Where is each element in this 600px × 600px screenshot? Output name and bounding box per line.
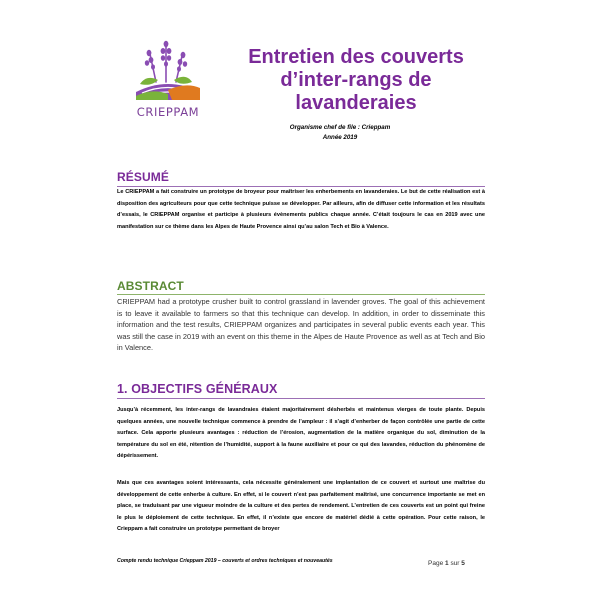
page-current: 1 xyxy=(445,560,449,567)
page-label: Page xyxy=(428,560,444,567)
title-line-1: Entretien des couverts xyxy=(248,46,464,68)
organisation-block xyxy=(250,123,430,143)
heading-divider xyxy=(117,294,485,295)
heading-divider xyxy=(117,398,485,399)
page-sep: sur xyxy=(450,560,460,567)
page-total: 5 xyxy=(461,560,465,567)
title-line-2: d’inter-rangs de lavanderaies xyxy=(280,69,432,114)
lavender-field-icon xyxy=(128,36,208,106)
document-title xyxy=(226,46,486,115)
page-number xyxy=(428,560,465,567)
heading-resume: RÉSUMÉ xyxy=(117,170,169,184)
heading-objectifs: 1. OBJECTIFS GÉNÉRAUX xyxy=(117,382,278,396)
resume-paragraph: Le CRIEPPAM a fait construire un prototype de broyeur pour maîtriser les enherbements en lavanderaies. Le but de cette réalisation est à disposition des agriculteurs pour que cette technique puisse se développer. Par ailleurs, afin de diffuser cette information et les résultats d’essais, le CRIEPPAM organise et participe à plusieurs évènements publics chaque année. C’était toujours le cas en 2019 avec une manifestation sur ce thème dans les Alpes de Haute Provence ainsi qu’au salon Tech et Bio à Valence. xyxy=(117,189,485,230)
objectifs-paragraph-2: Mais que ces avantages soient intéressants, cela nécessite généralement une implantation de ce couvert et surtout une maîtrise du développement de cette enherbe à culture. En effet, si le couvert n’est pas parfaitement maîtrisé, une concurrence importante se met en place, se traduisant par une vigueur moindre de la culture et des pertes de rendement. L’entretien de ces couverts est un point qui freine le plus le déploiement de cette technique. En effet, il n’existe que encore de matériel dédié à cette opération. Pour cette raison, le Crieppam a fait construire un prototype permettant de broyer xyxy=(117,480,485,532)
footer-caption: Compte rendu technique Crieppam 2019 – couverts et ordres techniques et nouveautés xyxy=(117,558,333,564)
logo-wordmark: CRIEPPAM xyxy=(136,105,200,119)
abstract-paragraph: CRIEPPAM had a prototype crusher built to control grassland in lavender groves. The goal of this achievement is to leave it available to farmers so that this technique can develop. In addition, in order to disseminate this information and the test results, CRIEPPAM organizes and participates in several public events each year. This was still the case in 2019 with an event on this theme in the Alpes de Haute Provence as well as at Tech and Bio in Valence. xyxy=(117,297,485,352)
organisation-line: Organisme chef de file : Crieppam xyxy=(289,124,391,131)
objectifs-paragraph-1: Jusqu’à récemment, les inter-rangs de lavandraies étaient majoritairement désherbés et maintenus vierges de toute plante. Depuis quelques années, une nouvelle technique commence à prendre de l’ampleur : il s’agit d’enherber de façon contrôlée une partie de cette surface. Cela apporte plusieurs avantages : réduction de l’érosion, augmentation de la matière organique du sol, diminution de la température du sol en été, rétention de l’humidité, support à la faune auxiliaire et pour ce qui des lavandes, réduction du phénomène de dépérissement. xyxy=(117,407,485,459)
year-line: Année 2019 xyxy=(322,134,358,141)
heading-abstract: ABSTRACT xyxy=(117,279,184,293)
crieppam-logo xyxy=(128,36,208,136)
